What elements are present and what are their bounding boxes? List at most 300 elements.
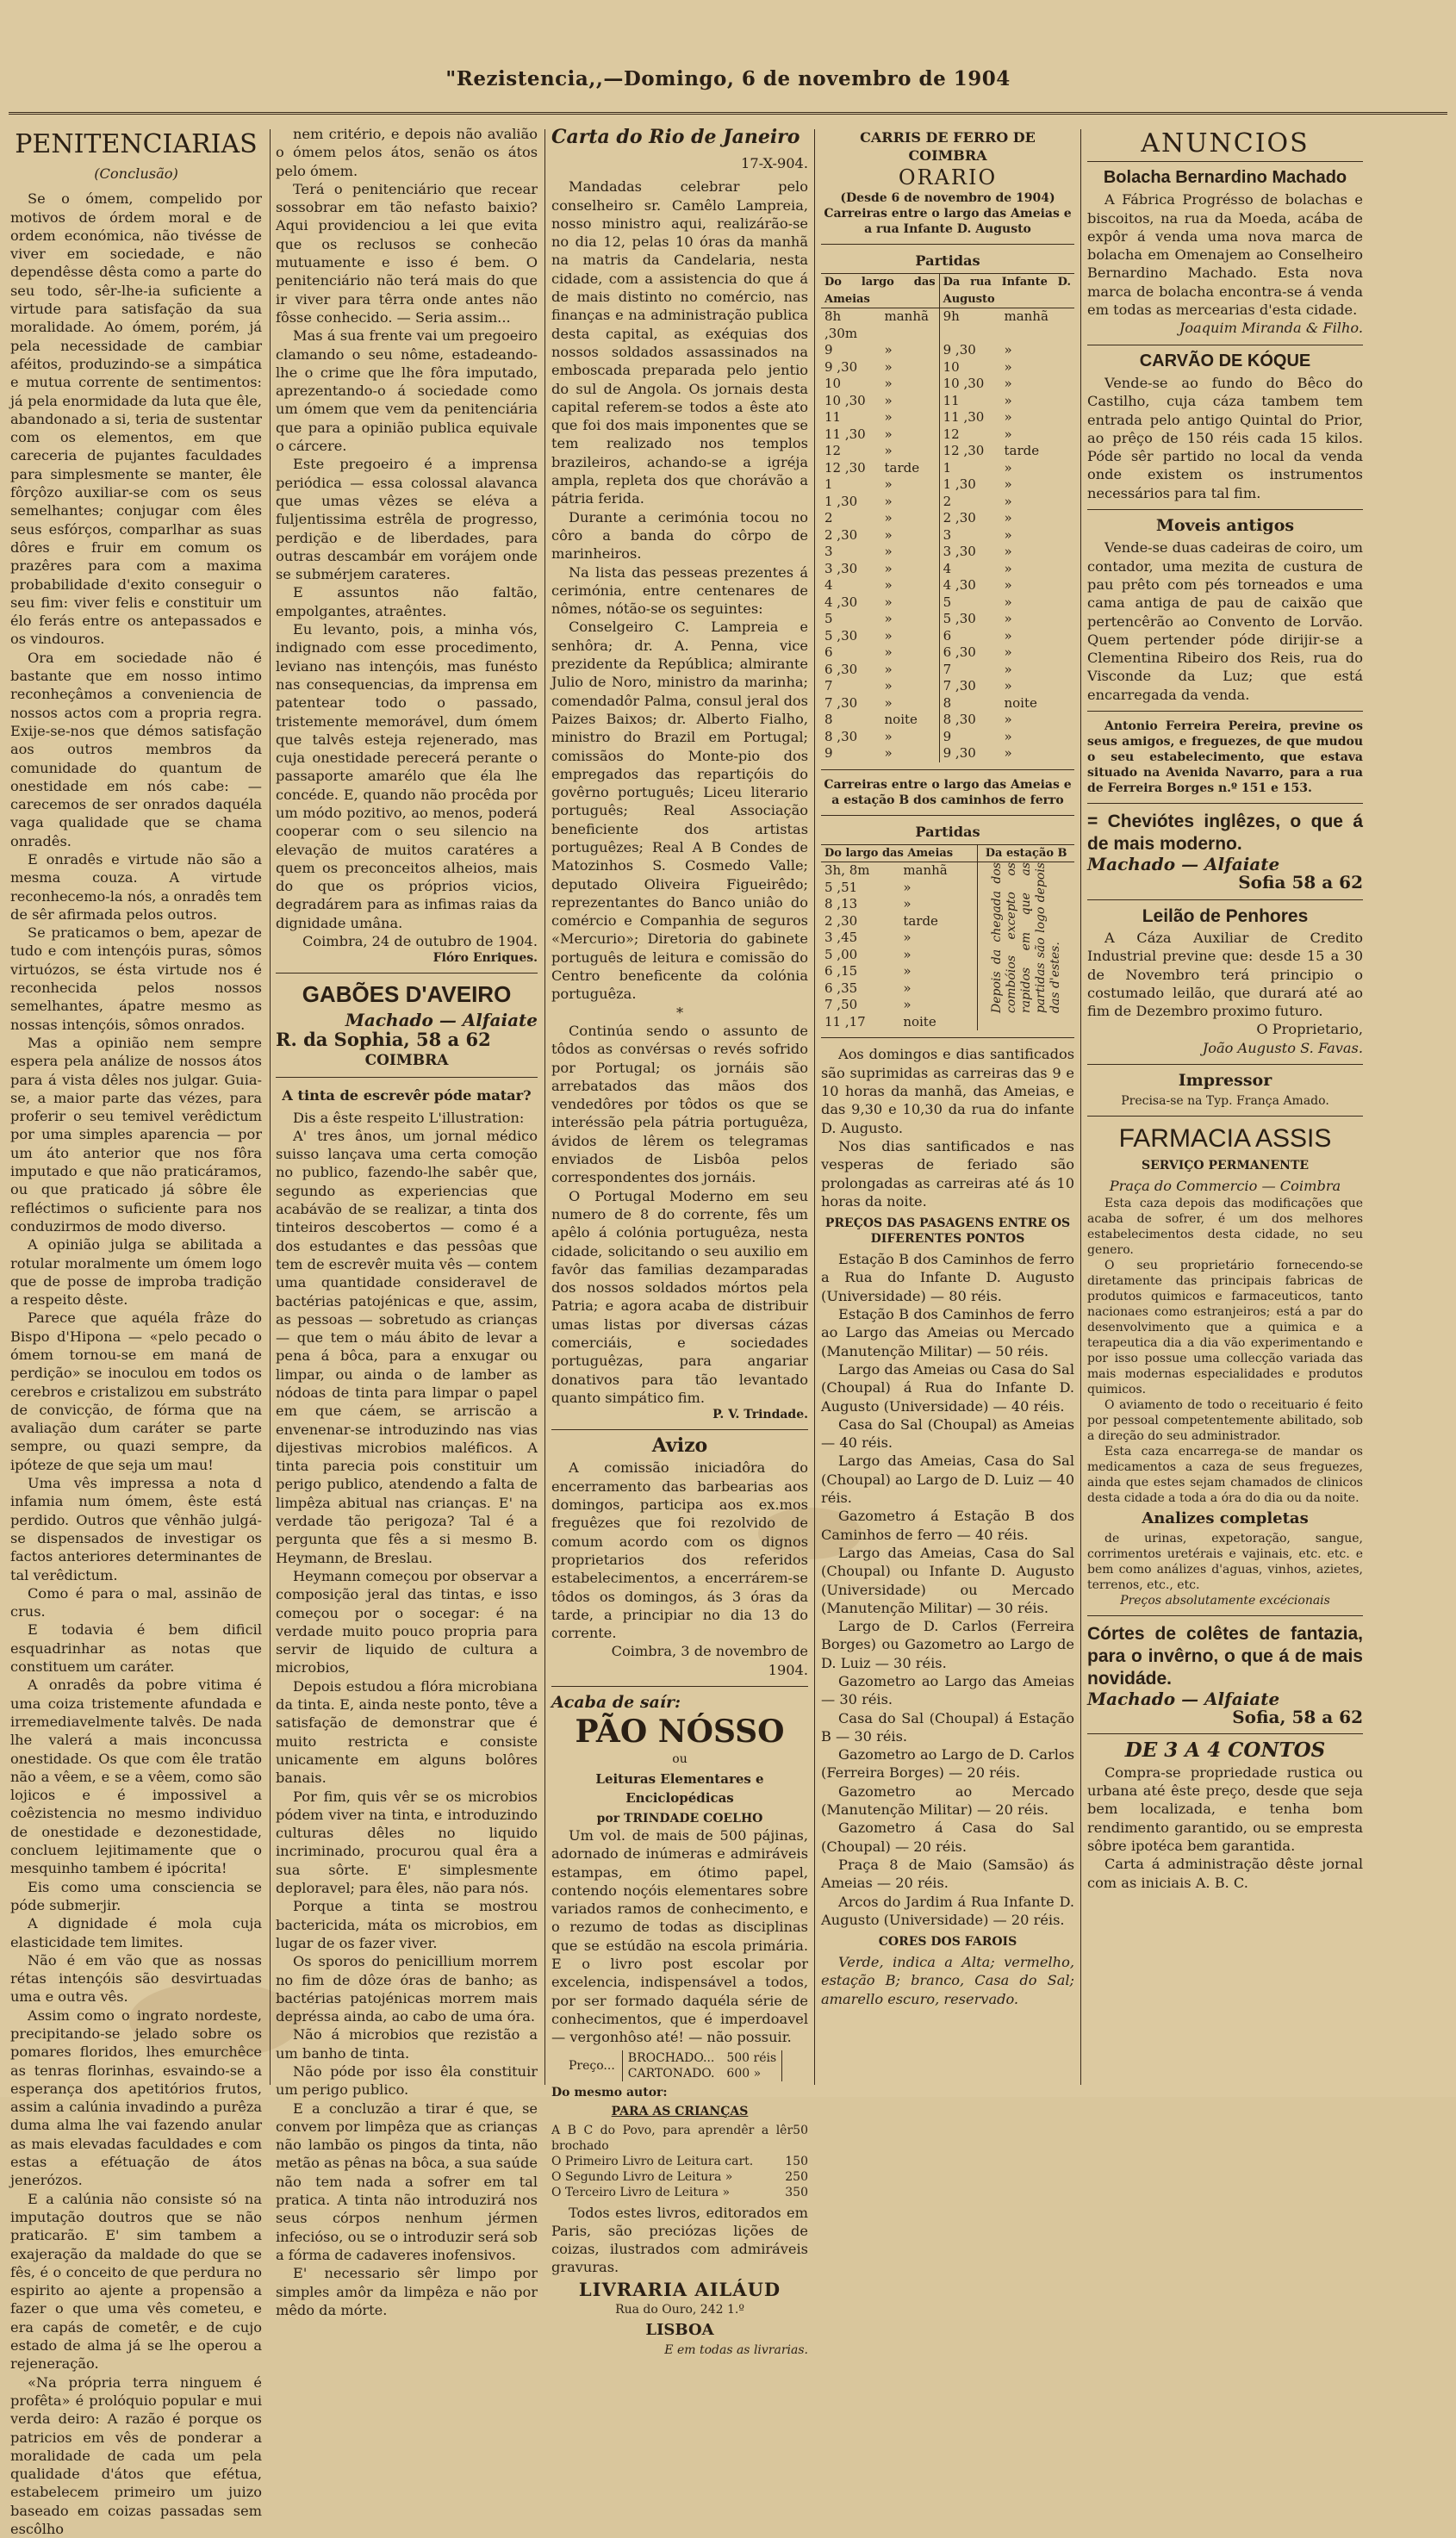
store-note: E em todas as livrarias. — [664, 2343, 808, 2358]
table-cell: » — [881, 359, 940, 376]
table-cell: » — [881, 662, 940, 679]
table-cell: 12 ,30 — [824, 459, 866, 476]
paragraph: Durante a cerimónia tocou no côro a banda do côrpo de marinheiros. — [551, 508, 808, 563]
column-three — [551, 125, 808, 2358]
ad-heading: DE 3 A 4 CONTOS — [1124, 1739, 1326, 1763]
table-cell: » — [1004, 712, 1012, 728]
table-cell: noite — [1004, 694, 1037, 711]
paragraph: Nos dias santificados e nas vesperas de feriado são prolongadas as carreiras até ás 10 horas da noite. — [821, 1137, 1074, 1210]
table-cell: » — [881, 476, 940, 494]
table-cell: 6 ,15 — [824, 963, 858, 980]
ad-cortes: Córtes de colêtes de fantazia, para o invêrno, o que á de mais novidáde. — [1087, 1623, 1363, 1689]
store-name: LIVRARIA AILÁUD — [578, 2278, 781, 2300]
table-row — [821, 494, 1074, 511]
paragraph: Mas á sua frente vai um pregoeiro clamando o seu nôme, estadeando-lhe o crime que lhe fôra imputado, aprezentando-o á sociedade como um ómem que vem da penitenciária que para a opinião publica equivale o cárcere. — [276, 327, 538, 455]
book-description: Um vol. de mais de 500 pájinas, adornado de inúmeras e admiráveis estampas, em ótimo papel, contendo noçóis elementares sobre variados ramos de conhecimento, e o rezumo de todas as disciplinas que se estúdão na escola primária. E o livro post escolar por excelencia, indispensável a todos, por ser formado daquéla série de conhecimentos, que é imperdoavel — vergonhôso até! — não possuir. — [551, 1826, 808, 2046]
table-cell: » — [1004, 476, 1012, 493]
table-cell: » — [899, 947, 977, 964]
table-header: Do largo das Ameias — [821, 274, 939, 308]
divider — [1087, 803, 1363, 804]
timetable-two-body — [821, 862, 978, 1031]
book-ou: ou — [672, 1752, 688, 1767]
paragraph: Eis como uma consciencia se póde submerjir. — [10, 1878, 262, 1913]
ad-text: Precisa-se na Typ. França Amado. — [1121, 1094, 1329, 1109]
paragraph: Conselgeiro C. Lampreia e senhôra; dr. A. Penna, vice prezidente da República; almirante Julio de Noro, ministro da marinha; comendadôr Palma, consul jeral dos Paizes Baixos; dr. Alberto Fialho, ministro do Brazil em Portugal; comissãos do Monte-pio dos empregados das repartiçóis do govêrno português; Liceu literario português; Real Associação beneficiente dos artistas portuguêzes; Real A B Condes de Matozinhos S. Cosmedo Valle; deputado Oliveira Figueirêdo; reprezentantes do Banco uniâo do comércio e Companhia de seguros «Mercurio»; Diretoria do gabinete português de leitura e comissão do Centro beneficente da colónia portuguêza. — [551, 619, 808, 1003]
price-item: Gazometro ao Mercado (Manutenção Militar) — 20 réis. — [821, 1782, 1074, 1819]
ad-pereira: Antonio Ferreira Pereira, previne os seus amigos, e freguezes, de que mudou o seu estabelecimento, que estava situado na Avenida Navarro, para a rua de Ferreira Borges n.º 151 e 153. — [1087, 719, 1363, 796]
price-item: Casa do Sal (Choupal) as Ameias — 40 réis. — [821, 1415, 1074, 1452]
table-row — [821, 393, 1074, 410]
table-cell: 1 ,30 — [943, 476, 976, 493]
farmacia-place: Praça do Commercio — Coimbra — [1109, 1178, 1341, 1195]
paragraph: A comissão iniciadôra do encerramento das barbearias aos domingos, participa aos ex.mos freguêzes que foi rezolvido de comum acordo com os dignos proprietarios dos referidos estabelecimentos, a encerrárem-se tôdos os domingos, ás 3 óras da tarde, a principiar no dia 13 do corrente. — [551, 1459, 808, 1642]
table-cell: » — [1004, 577, 1012, 594]
timetable-two-note-box — [978, 862, 1074, 1013]
price-item: Largo das Ameias, Casa do Sal (Choupal) ao Largo de D. Luiz — 40 réis. — [821, 1453, 1074, 1507]
table-cell: 3 ,30 — [824, 560, 858, 576]
table-cell: 6 ,35 — [824, 980, 858, 996]
table-cell: » — [1004, 728, 1012, 744]
table-cell: » — [881, 561, 940, 578]
table-cell: » — [881, 409, 940, 426]
dateline: 17-X-904. — [741, 155, 808, 171]
ad-cheviotes-address: Sofia 58 a 62 — [1238, 872, 1363, 893]
table-cell: 8h ,30m — [824, 308, 858, 341]
table-cell: » — [881, 577, 940, 594]
table-cell: 5 ,51 — [824, 879, 858, 895]
paragraph: Parece que aquéla frâze do Bispo d'Hipona — «pelo pecado o ómem tornou-se em maná de perdição» se inoculou em todos os cerebros e cristalizou em substráto de convicção, de fórma que na avaliação dum caráter se parte sempre, ou quazi sempre, da ipóteze de que seja um mau! — [10, 1309, 262, 1473]
table-cell: 9h — [943, 308, 960, 325]
divider — [821, 1037, 1074, 1038]
table-cell: 10 ,30 — [824, 392, 866, 408]
ad-text: A Cáza Auxiliar de Credito Industrial previne que: desde 15 a 30 de Novembro terá principio o costumado leilão, que durará até ao fim de Dezembro proximo futuro. — [1087, 929, 1363, 1020]
table-cell: 2 — [943, 493, 952, 509]
table-cell: » — [881, 494, 940, 511]
table-cell: » — [1004, 627, 1012, 644]
table-cell: » — [899, 880, 977, 897]
paragraph: Não póde por isso êla constituir um perigo publico. — [276, 2062, 538, 2099]
table-row — [821, 678, 1074, 695]
table-row — [821, 376, 1074, 393]
column-anuncios — [1087, 125, 1363, 2089]
ad-heading: Leilão de Penhores — [1142, 905, 1309, 926]
orario-title: ORARIO — [898, 165, 998, 190]
price-item: Gazometro á Estação B dos Caminhos de ferro — 40 réis. — [821, 1508, 1074, 1543]
book-author: por TRINDADE COELHO — [596, 1811, 763, 1826]
timetable-one-body — [821, 308, 1074, 762]
table-cell: tarde — [881, 460, 940, 477]
divider — [1087, 1733, 1363, 1734]
avizo-title: Avizo — [651, 1434, 708, 1458]
ad-gaboes-tailor: Machado — Alfaiate — [345, 1010, 538, 1031]
paragraph: Eu levanto, pois, a minha vós, indignado com esse procedimento, leviano nas intençóis, mas funésto nas consequencias, da imprensa em patentear todo o passado, tristemente memorável, dum ómem que talvês esteja rejenerado, mas cuja onestidade perecerá perante o passaporte amarélo que éla lhe concéde. E, quando não procêda por um módo pozitivo, ao menos, poderá cooperar com o seu silencio na elevação de muitos caratéres a quem os preconceitos alheios, mais do que os próprios vicios, degradárem para as infimas raias da dignidade umâna. — [276, 621, 538, 931]
table-cell: » — [1004, 678, 1012, 694]
table-cell: 6 ,30 — [824, 661, 858, 677]
table-cell: » — [881, 611, 940, 628]
table-row — [821, 913, 978, 930]
signature: P. V. Trindade. — [712, 1408, 808, 1422]
table-cell: » — [1004, 526, 1012, 543]
ad-gaboes-title: GABÕES D'AVEIRO — [302, 981, 512, 1008]
table-cell: 11 ,17 — [824, 1013, 866, 1030]
book-kicker: Acaba de saír: — [551, 1693, 681, 1713]
table-cell: » — [1004, 661, 1012, 677]
table-cell: 9 — [824, 342, 833, 358]
paragraph: Os sporos do penicillium morrem no fim de dôze óras de banho; as bactérias patojénicas morrem mais depréssa ainda, ao cabo de uma óra. — [276, 1953, 538, 2025]
price-label: Preço... — [569, 2058, 615, 2073]
table-cell: 9 — [824, 745, 833, 762]
ad-text: Compra-se propriedade rustica ou urbana até êste preço, desde que seja bem localizada, e tenha bom rendimento garantido, ou se empresta sôbre ipotéca bem garantida. — [1087, 1764, 1363, 1854]
table-cell: 7 ,30 — [824, 694, 858, 711]
table-cell: » — [1004, 376, 1012, 392]
paragraph: O Portugal Moderno em seu numero de 8 do corrente, fês um apêlo á colónia portuguêza, nesta cidade, solicitando o seu auxilio em favôr das familias dezamparadas dos nossos soldados mórtos pela Patria; e agora acaba de distribuir umas listas por diversas cázas comerciáis, e sociedades portuguêzas, para angariar donativos para tão levantado quanto simpático fim. — [551, 1187, 808, 1406]
paragraph: Como é para o mal, assinão de crus. — [10, 1584, 262, 1620]
kids-note: Todos estes livros, editorados em Paris, são preciózas lições de coizas, ilustrados com admiráveis gravuras. — [551, 2204, 808, 2276]
table-cell: 10 — [824, 376, 842, 392]
table-cell: 2 ,30 — [943, 510, 976, 526]
same-author: Do mesmo autor: — [551, 2085, 668, 2099]
signature: Flóro Enriques. — [432, 951, 538, 966]
paragraph: Por fim, quis vêr se os microbios pódem viver na tinta, e introduzindo culturas dêles no liquido incriminado, procurou qual êra a sua sôrte. E' simplesmente deploravel; para êles, não para nós. — [276, 1788, 538, 1897]
table-cell: 6 ,30 — [943, 644, 976, 661]
table-row — [821, 712, 1074, 729]
table-cell: 8 ,30 — [943, 712, 976, 728]
paragraph: A dignidade é mola cuja elasticidade tem limites. — [10, 1915, 262, 1950]
table-cell: 8 ,30 — [824, 728, 858, 744]
table-header-row — [821, 274, 1074, 308]
book-subtitle: Leituras Elementares e Enciclopédicas — [595, 1771, 764, 1806]
divider — [821, 769, 1074, 770]
store-city: LISBOA — [645, 2320, 714, 2339]
table-cell: » — [1004, 459, 1012, 476]
table-cell: 2 — [824, 510, 833, 526]
table-cell: 1 — [824, 476, 833, 493]
table-cell: » — [899, 963, 977, 980]
table-cell: » — [899, 896, 977, 913]
paragraph: Porque a tinta se mostrou bactericida, máta os microbios, em lugar de os fazer viver. — [276, 1898, 538, 1951]
partidas-label: Partidas — [915, 252, 980, 269]
table-cell: 4 ,30 — [943, 577, 976, 594]
section-title: ANUNCIOS — [1087, 128, 1363, 162]
table-cell: » — [881, 376, 940, 393]
column-rule — [814, 129, 815, 2085]
colors-title: CORES DOS FAROIS — [878, 1935, 1017, 1950]
table-cell: 10 ,30 — [943, 376, 985, 392]
table-cell: 7 — [943, 661, 952, 677]
table-cell: 4 — [824, 577, 833, 594]
paragraph: E' necessario sêr limpo por simples amôr da limpêza e não por mêdo da mórte. — [276, 2265, 538, 2318]
table-cell: » — [881, 678, 940, 695]
table-cell: » — [881, 393, 940, 410]
table-row — [821, 997, 978, 1014]
table-cell: 8 — [824, 712, 833, 728]
table-cell: » — [881, 443, 940, 460]
ad-text: Carta á administração dêste jornal com as iniciais A. B. C. — [1087, 1856, 1363, 1891]
table-row — [821, 1014, 978, 1031]
divider — [1087, 1064, 1363, 1065]
route-one: Carreiras entre o largo das Ameias e a rua Infante D. Augusto — [824, 206, 1072, 236]
table-row — [821, 426, 1074, 444]
table-cell: 7 — [824, 678, 833, 694]
table-row — [821, 880, 978, 897]
column-carris — [821, 125, 1074, 2089]
table-cell: 7 ,30 — [943, 678, 976, 694]
table-row — [821, 460, 1074, 477]
paragraph: A' tres ânos, um jornal médico suisso lançava uma certa comoção no publico, fazendo-lhe sabêr que, segundo as experiencias que acabávão de se realizar, a tinta dos tinteiros descobertos — como é a dos estudantes e das pessôas que tem de escrevêr muita vês — contem uma quantidade consideravel de bactérias patojénicas e que, assim, as pessoas — sobretudo as crianças — que tem o máu ábito de levar a pena á bôca, para a enxugar ou limpar, ou ainda o de lamber as nódoas de tinta para limpar o papel em que cáem, se arriscão a envenenar-se introduzindo nas vias dijestivas microbios maléficos. A tinta parecia pois constituir um perigo publico, atendendo a falta de limpêza abitual nas crianças. E' na verdade tão perigoza? Tal é a pergunta que fês a si mesmo B. Heymann, de Breslau. — [276, 1127, 538, 1566]
ad-cheviotes-sign: Machado — Alfaiate — [1087, 854, 1280, 875]
table-row — [821, 644, 1074, 662]
table-row — [821, 662, 1074, 679]
table-cell: » — [881, 594, 940, 612]
table-row — [821, 963, 978, 980]
paragraph: A opinião julga se abilitada a rotular moralmente um ómem logo que de posse de improba tradição a respeito dêste. — [10, 1236, 262, 1309]
paragraph: E a calúnia não consiste só na imputação doutros que se não praticarão. E' sim tambem a exajeração da maldade do que se fês, é o conceito de que perdura no espirito ao ajente a propensão a fazer o que uma vês cometeu, e era capás de cometêr, e de cujo estado de alma já se lhe operou a rejeneração. — [10, 2190, 262, 2373]
table-row — [821, 947, 978, 964]
paragraph: Este pregoeiro é a imprensa periódica — essa colossal alavanca que umas vêzes se eléva a fuljentissima estrêla de progresso, perdição e de liberdades, para outras descambár em vorájem onde se submérjem carateres. — [276, 456, 538, 583]
table-row — [821, 695, 1074, 712]
ad-text: Vende-se ao fundo do Bêco do Castilho, cuja cáza tambem tem entrada pelo antigo Quintal do Prior, ao prêço de 150 réis cada 15 kilos. Póde sêr partido no local da venda onde existem os instrumentos necessários para tal fim. — [1087, 374, 1363, 501]
price-item: Estação B dos Caminhos de ferro ao Largo das Ameias ou Mercado (Manutenção Militar) — 50 réis. — [821, 1306, 1074, 1359]
table-cell: » — [881, 644, 940, 662]
article-title: A tinta de escrevêr póde matar? — [282, 1087, 532, 1104]
kids-books — [551, 2123, 808, 2200]
table-cell: » — [881, 544, 940, 561]
orario-since: (Desde 6 de novembro de 1904) — [840, 190, 1055, 205]
table-cell: » — [1004, 409, 1012, 426]
column-rule — [270, 129, 271, 2085]
price-item: Casa do Sal (Choupal) á Estação B — 30 réis. — [821, 1709, 1074, 1745]
table-cell: 3h, 8m — [824, 862, 870, 879]
paragraph: Verde, indica a Alta; vermelho, estação B; branco, Casa do Sal; amarello escuro, reservado. — [821, 1954, 1074, 2007]
table-cell: 2 ,30 — [824, 912, 858, 929]
table-cell: » — [881, 628, 940, 645]
table-cell: » — [881, 745, 940, 762]
table-cell: noite — [881, 712, 940, 729]
table-cell: manhã — [881, 308, 940, 343]
table-row — [821, 359, 1074, 376]
table-cell: 3 — [943, 526, 952, 543]
table-row — [821, 527, 1074, 544]
table-row — [821, 745, 1074, 762]
table-cell: 11 — [943, 392, 960, 408]
table-cell: 1 — [943, 459, 952, 476]
table-row — [821, 409, 1074, 426]
table-cell: » — [1004, 510, 1012, 526]
paragraph: Não é em vão que as nossas rétas intençóis são desvirtuadas uma e outra vês. — [10, 1951, 262, 2006]
kids-book-row: O Segundo Livro de Leitura » 250 — [551, 2169, 808, 2184]
ad-heading: Moveis antigos — [1155, 516, 1295, 536]
divider — [1087, 1116, 1363, 1117]
book-title: PÃO NÓSSO — [575, 1714, 785, 1751]
table-cell: 9 ,30 — [824, 358, 858, 375]
paragraph: E onradês e virtude não são a mesma couza. A virtude reconhecemo-la nós, a onradês tem de sêr afirmada pelos outros. — [10, 850, 262, 923]
table-cell: » — [881, 510, 940, 527]
farmacia-title: FARMACIA ASSIS — [1118, 1124, 1332, 1154]
table-row — [821, 611, 1074, 628]
table-cell: » — [1004, 544, 1012, 560]
divider — [821, 815, 1074, 816]
table-cell: » — [1004, 392, 1012, 408]
ad-gaboes-address: R. da Sophia, 58 a 62 — [276, 1028, 491, 1050]
prices-title: PREÇOS DAS PASAGENS ENTRE OS DIFERENTES PONTOS — [824, 1216, 1071, 1247]
divider — [1087, 509, 1363, 510]
table-cell: » — [1004, 644, 1012, 661]
timetable-two — [821, 844, 1074, 1031]
table-cell: 9 ,30 — [943, 342, 976, 358]
table-row — [821, 729, 1074, 746]
table-cell: » — [1004, 745, 1012, 762]
paragraph: Se o ómem, compelido por motivos de órdem moral e de ordem económica, não tivésse de viver em sociedade, e não dependêsse dêsta como a parte do seu todo, sêr-lhe-ia suficiente a virtude para satisfação da sua moralidade. Ao ómem, porém, já pela necessidade de cambiar aféitos, produzindo-se a simpática e mutua corrente de sentimentos: já pela enormidade da luta que êle, abandonado a si, teria de sustentar com os elementos, em que careceria de pujantes faculdades para simplesmente se manter, êle fôrçôzo auxiliar-se com os seus semelhantes; conjugar com êles seus esfórços, comparlhar as suas dôres e fruir em comum os prazêres para com a maxima probabilidade d'exito conseguir o seu fim: viver felis e constituir um élo ferás entre os antepassados e os vindouros. — [10, 190, 262, 648]
prices-list — [821, 1250, 1074, 1929]
separator-star: * — [675, 1004, 684, 1021]
table-cell: » — [1004, 426, 1012, 442]
divider — [1087, 899, 1363, 900]
ad-text: A Fábrica Progrésso de bolachas e biscoitos, na rua da Moeda, acába de expôr á venda uma nova marca de bolacha em Omenajem ao Conselheiro Bernardino Machado. Esta nova marca de bolacha encontra-se á venda em todas as mercearias d'esta cidade. — [1087, 191, 1363, 319]
table-cell: 3 — [824, 544, 833, 560]
table-row — [821, 476, 1074, 494]
paragraph: Aos domingos e dias santificados são suprimidas as carreiras das 9 e 10 horas da manhã, das Ameias, e das 9,30 e 10,30 da rua do infante D. Augusto. — [821, 1046, 1074, 1136]
price-item: Largo das Ameias ou Casa do Sal (Choupal) á Rua do Infante D. Augusto (Universidade) — 40 réis. — [821, 1360, 1074, 1415]
ad-sign: Joaquim Miranda & Filho. — [1179, 320, 1363, 337]
table-header-row — [821, 844, 978, 862]
price-box — [569, 2050, 808, 2081]
table-row — [821, 980, 978, 998]
table-cell: 9 ,30 — [943, 745, 976, 762]
table-row — [821, 544, 1074, 561]
article-title: Carta do Rio de Janeiro — [551, 126, 800, 148]
table-row — [821, 342, 1074, 359]
paragraph: «Na própria terra ninguem é profêta» é prolóquio popular e mui verda deiro: A razão é porque os patricios em vês de ponderar a moralidade de cada um pela qualidade d'átos que efétua, estabelecem primeiro um juizo baseado em coizas passadas sem escôlho — [10, 2373, 262, 2537]
kids-book-row: O Terceiro Livro de Leitura » 350 — [551, 2185, 808, 2199]
table-cell: » — [899, 980, 977, 998]
table-cell: 5 ,00 — [824, 946, 858, 962]
table-cell: » — [1004, 342, 1012, 358]
table-row — [821, 594, 1074, 612]
column-rule — [1080, 129, 1081, 2085]
price-item: Gazometro ao Largo das Ameias — 30 réis. — [821, 1672, 1074, 1708]
paragraph: Terá o penitenciário que recear sossobrar em tão nefasto baixio? Aqui providenciou a lei que evita que os reclusos se conhecão mutuamente e isso é bem. O penitenciário não terá mais do que ir viver para têrra onde antes não fôsse conhecido. — Seria assim... — [276, 180, 538, 326]
paragraph: Esta caza encarrega-se de mandar os medicamentos a caza de seus freguezes, ainda que estes sejam chamados de clinicos desta cidade a toda a óra do dia ou da noite. — [1087, 1444, 1363, 1505]
price-row: CARTONADO. 600 » — [627, 2066, 762, 2081]
table-cell: manhã — [1004, 308, 1048, 325]
paragraph: Continúa sendo o assunto de tôdos as convérsas o revés sofrido por Portugal; os jornáis são arrebatados das mãos dos vendedôres por tôdos os que se interéssão pela pátria portuguêza, ávidos de lêrem os telegramas enviados de Lisbôa pelos correspondentes dos jornáis. — [551, 1022, 808, 1186]
price-item: Largo de D. Carlos (Ferreira Borges) ou Gazometro ao Largo de D. Luiz — 30 réis. — [821, 1618, 1074, 1671]
table-cell: 6 — [943, 627, 952, 644]
table-cell: 11 ,30 — [943, 409, 985, 426]
table-cell: » — [1004, 560, 1012, 576]
dateline: Coimbra, 3 de novembro de 1904. — [611, 1643, 808, 1678]
table-cell: 7 ,50 — [824, 997, 858, 1013]
masthead: "Rezistencia,,—Domingo, 6 de novembro de 1904 — [445, 67, 1011, 90]
table-cell: 4 — [943, 560, 952, 576]
table-cell: 4 ,30 — [824, 594, 858, 610]
table-row — [821, 510, 1074, 527]
column-two — [276, 125, 538, 2318]
table-row — [821, 561, 1074, 578]
route-two: Carreiras entre o largo das Ameias e a estação B dos caminhos de ferro — [824, 777, 1072, 807]
table-cell: 5 — [824, 611, 833, 627]
price-item: Estação B dos Caminhos de ferro a Rua do Infante D. Augusto (Universidade) — 80 réis. — [821, 1251, 1074, 1304]
paragraph: Se praticamos o bem, apezar de tudo e com intençóis puras, sômos virtuózos, se ésta virtude nos é reconhecida pelos nossos semelhantes, ápatre mesmo as nossas intençóis, sômos onrados. — [10, 924, 262, 1033]
ad-text: Vende-se duas cadeiras de coiro, um contador, uma mezita de custura de pau prêto com pés torneados e uma cama antiga de pau de caixão que pertencêrão ao Convento de Lorvão. Quem pertender póde dirijir-se a Clementina Ribeiro dos Reis, rua do Visconde da Luz; que está encarregada da venda. — [1087, 539, 1363, 703]
table-cell: noite — [899, 1014, 977, 1031]
table-cell: 6 — [824, 644, 833, 661]
paragraph: Esta caza depois das modificações que acaba de sofrer, é um dos melhores estabelecimentos desta cidade, no seu genero. — [1087, 1196, 1363, 1257]
masthead-rule — [9, 112, 1447, 115]
ad-sign: João Augusto S. Favas. — [1202, 1039, 1363, 1056]
table-cell: 12 — [943, 426, 960, 442]
timetable-two-table — [821, 844, 978, 1031]
table-cell: 5 ,30 — [943, 611, 976, 627]
table-cell: » — [899, 997, 977, 1014]
ad-cortes-address: Sofia, 58 a 62 — [1232, 1707, 1363, 1728]
table-row — [821, 443, 1074, 460]
article-body — [10, 190, 262, 2538]
divider — [276, 1077, 538, 1078]
column-rule — [544, 129, 545, 2085]
divider — [276, 973, 538, 974]
analizes-title: Analizes completas — [1142, 1508, 1309, 1527]
table-cell: » — [1004, 358, 1012, 375]
table-cell: » — [1004, 594, 1012, 610]
table-cell: » — [1004, 611, 1012, 627]
paragraph: Uma vês impressa a nota d infamia num ómem, êste está perdido. Outros que vênhão julgá-se dispensados de investigar os factos anteriores determinantes de tal verêdictum. — [10, 1475, 262, 1583]
table-cell: » — [899, 930, 977, 947]
table-row — [821, 862, 978, 880]
divider — [821, 244, 1074, 245]
paragraph: Heymann começou por observar a composição jeral das tintas, e isso começou por o socegar: é na verdade muito pouco propria para servir de liquido de cultura a microbios, — [276, 1567, 538, 1676]
column-penitenciarias — [10, 125, 262, 2537]
kids-title: PARA AS CRIANÇAS — [611, 2104, 749, 2118]
ad-heading: Impressor — [1178, 1070, 1272, 1090]
analizes-price: Preços absolutamente excécionais — [1120, 1593, 1330, 1608]
table-header: Da estação B — [978, 844, 1074, 863]
store-address: Rua do Ouro, 242 1.º — [615, 2302, 744, 2317]
table-cell: 5 ,30 — [824, 627, 858, 644]
paragraph: nem critério, e depois não avalião o ómem pelos átos, senão os átos pelo ómem. — [276, 126, 538, 179]
table-cell: 8 — [943, 694, 952, 711]
table-row — [821, 628, 1074, 645]
paragraph: Assim como o ingrato nordeste, precipitando-se jelado sobre os pomares floridos, lhes emurchêce as tenras florinhas, esvaindo-se a esperança dos apetitórios frutos, assim a calúnia invadindo a purêza duma alma lhe vai fazendo anular as mais elevadas faculdades e com estas a efétuação de átos jenerózos. — [10, 2006, 262, 2189]
paragraph: Na lista das pesseas prezentes á cerimónia, entre centenares de nômes, nótão-se os seguintes: — [551, 563, 808, 618]
paragraph: Depois estudou a flóra microbiana da tinta. E, ainda neste ponto, têve a satisfação de demonstrar que é muito restricta e consiste unicamente em alguns bolôres banais. — [276, 1677, 538, 1787]
paragraph: de urinas, expetoração, sangue, corrimentos uretérais e vajinais, etc. etc. e bem como análizes d'aguas, vinhos, azietes, terrenos, etc., etc. — [1087, 1531, 1363, 1592]
ad-cortes-sign: Machado — Alfaiate — [1087, 1688, 1280, 1709]
paragraph: E a concluzão a tirar é que, se convem por limpêza que as crianças não lambão os pingos da tinta, não metão as pênas na bôca, a sua saúde não tem nada a sofrer em tal pratica. A tinta não introduzirá nos seus córpos nenhum jérmen infecióso, ou se o introduzir será sob a fórma de cadaveres inofensivos. — [276, 2099, 538, 2263]
paragraph: Mandadas celebrar pelo conselheiro sr. Camêlo Lampreia, nosso ministro aqui, realizárão-se no dia 12, pelas 10 óras da manhã na matris da Candelaria, nesta cidade, com a assistencia do que á de mais distinto no comércio, nas finanças e na administração publica desta capital, as exéquias dos nossos soldados assassinados na emboscada preparada pelo jentio do sul de Angola. Os jornais desta capital referem-se todos a êste ato que foi dos mais imponentes que se tem realizado nos templos brazileiros, achando-se a igréja ampla, repleta dos que chorávão a pátria ferida. — [551, 178, 808, 507]
article-title: PENITENCIARIAS — [15, 129, 258, 159]
paragraph: Não á microbios que rezistão a um banho de tinta. — [276, 2026, 538, 2062]
paragraph: Ora em sociedade não é bastante que em nosso intimo reconheçâmos a conveniencia de nossos actos com a propria regra. Exije-se-nos que démos satisfação aos outros membros da comunidade do quantum de onestidade em nós cabe: — carecemos de ser onrados daquéla vaga qualidade que se chama onradês. — [10, 649, 262, 849]
table-header: Da rua Infante D. Augusto — [939, 274, 1074, 308]
paragraph: O aviamento de todo o receituario é feito por pessoal competentemente abilitado, sob a direção do seu administrador. — [1087, 1397, 1363, 1443]
table-cell: tarde — [899, 913, 977, 930]
price-item: Largo das Ameias, Casa do Sal (Choupal) ou Infante D. Augusto (Universidade) ou Mercado (Manutenção Militar) — 30 réis. — [821, 1544, 1074, 1616]
divider — [551, 1686, 808, 1687]
table-row — [821, 896, 978, 913]
partidas-label: Partidas — [915, 823, 980, 840]
table-cell: » — [881, 426, 940, 444]
table-header: Do largo das Ameias — [821, 844, 978, 862]
ad-gaboes-city: COIMBRA — [364, 1051, 449, 1069]
price-item: Gazometro ao Largo de D. Carlos (Ferreira Borges) — 20 réis. — [821, 1746, 1074, 1782]
table-cell: » — [881, 342, 940, 359]
table-cell: 11 — [824, 409, 842, 426]
timetable-two-note: Depois da chegada dos combóios excepto os rapidos em que as partidas são logo depois das d'estes. — [989, 862, 1062, 1014]
table-cell: 2 ,30 — [824, 526, 858, 543]
ad-heading: CARVÃO DE KÓQUE — [1139, 351, 1311, 370]
table-cell: 5 — [943, 594, 952, 610]
